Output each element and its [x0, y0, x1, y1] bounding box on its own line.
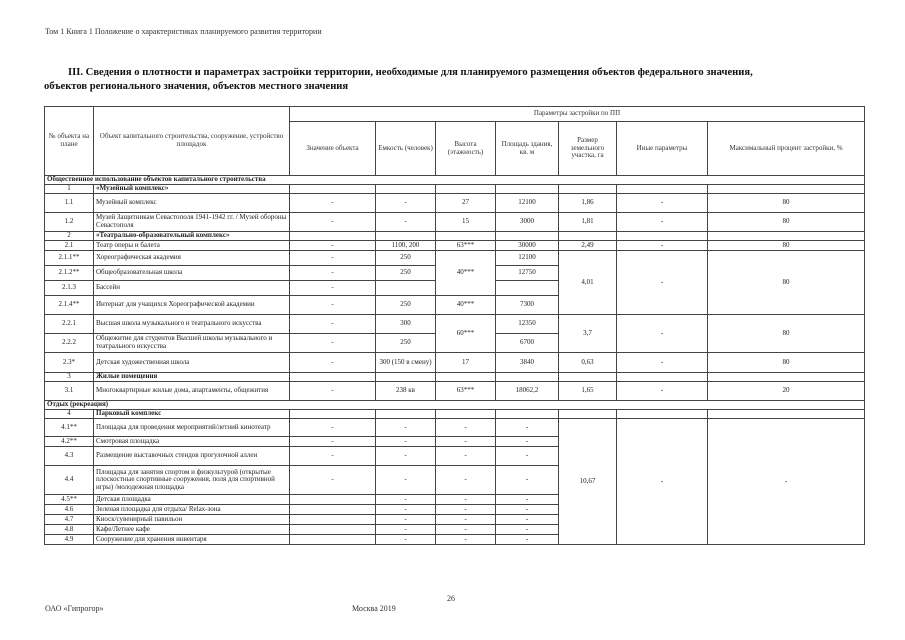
- cell-num: 2.1: [45, 241, 94, 251]
- cell-area: -: [496, 535, 559, 545]
- header-value: Значение объекта: [290, 122, 376, 176]
- section-title: [44, 66, 864, 94]
- cell-capacity: 300 (150 в смену): [376, 353, 436, 373]
- cell-other-merged: -: [617, 419, 708, 545]
- cell-capacity: -: [376, 194, 436, 213]
- cell-other: -: [617, 213, 708, 232]
- cell-other-merged: -: [617, 251, 708, 315]
- cell-capacity: -: [376, 213, 436, 232]
- cell-height: -: [436, 535, 496, 545]
- cell-area: -: [496, 515, 559, 525]
- cell-height: -: [436, 466, 496, 495]
- table-row: [45, 382, 865, 401]
- section-title-line-1: III. Сведения о плотности и параметрах застройки территории, необходимые для планируемого размещения объектов федерального значения,: [68, 67, 753, 78]
- cell-percent: 80: [708, 353, 865, 373]
- table-row: [45, 241, 865, 251]
- cell-plot-merged: 4,01: [559, 251, 617, 315]
- cell-name: Музей Защитникам Севастополя 1941-1942 гг. / Музей обороны Севастополя: [94, 213, 290, 232]
- cell-height-merged: 40***: [436, 251, 496, 296]
- cell-height: 63***: [436, 382, 496, 401]
- cell-name: Бассейн: [94, 281, 290, 296]
- cell-area: -: [496, 525, 559, 535]
- cell-percent-merged: 80: [708, 251, 865, 315]
- cell-num: 4.6: [45, 505, 94, 515]
- cell-area: 12100: [496, 251, 559, 266]
- cell-num: 1.1: [45, 194, 94, 213]
- cell-num: 4.1**: [45, 419, 94, 437]
- cell-name: Музейный комплекс: [94, 194, 290, 213]
- table-row: [45, 194, 865, 213]
- cell-percent: 20: [708, 382, 865, 401]
- cell-capacity: -: [376, 437, 436, 447]
- cell-height: -: [436, 437, 496, 447]
- cell-height: 27: [436, 194, 496, 213]
- cell-other: -: [617, 382, 708, 401]
- header-area: Площадь здания, кв. м: [496, 122, 559, 176]
- cell-value: -: [290, 437, 376, 447]
- cell-name: Парковый комплекс: [94, 410, 290, 419]
- cell-plot: 1,65: [559, 382, 617, 401]
- cell-percent-merged: -: [708, 419, 865, 545]
- cell-name: Сооружение для хранения инвентаря: [94, 535, 290, 545]
- table-row: [45, 353, 865, 373]
- cell-area: -: [496, 466, 559, 495]
- cell-value: -: [290, 194, 376, 213]
- cell-name: Киоск/сувенирный павильон: [94, 515, 290, 525]
- cell-capacity: 238 кв: [376, 382, 436, 401]
- cell-height: 17: [436, 353, 496, 373]
- cell-capacity: -: [376, 505, 436, 515]
- cell-other-merged: -: [617, 315, 708, 353]
- cell-num: 1: [45, 185, 94, 194]
- cell-num: 2.1.3: [45, 281, 94, 296]
- page-number: 26: [447, 594, 455, 603]
- cell-num: 2.1.1**: [45, 251, 94, 266]
- cell-name: Хореографическая академия: [94, 251, 290, 266]
- cell-percent: 80: [708, 213, 865, 232]
- cell-name: Общежитие для студентов Высшей школы музыкального и театрального искусства: [94, 334, 290, 353]
- header-params-group: Параметры застройки по ПП: [290, 107, 865, 122]
- cell-area: 18062,2: [496, 382, 559, 401]
- cell-name: Детская художественная школа: [94, 353, 290, 373]
- cell-area: -: [496, 495, 559, 505]
- cell-name: Общеобразовательная школа: [94, 266, 290, 281]
- cell-capacity: 250: [376, 334, 436, 353]
- cell-num: 2.2.1: [45, 315, 94, 334]
- running-head: Том 1 Книга 1 Положение о характеристиках планируемого развития территории: [45, 27, 322, 36]
- cell-num: 4.2**: [45, 437, 94, 447]
- cell-name: «Музейный комплекс»: [94, 185, 290, 194]
- cell-other: -: [617, 194, 708, 213]
- cell-value: -: [290, 447, 376, 466]
- cell-num: 2.2.2: [45, 334, 94, 353]
- cell-name: Высшая школа музыкального и театрального искусства: [94, 315, 290, 334]
- cell-name: Жилые помещения: [94, 373, 290, 382]
- cell-capacity: 250: [376, 251, 436, 266]
- cell-num: 3.1: [45, 382, 94, 401]
- cell-name: Площадка для проведения мероприятий/летний кинотеатр: [94, 419, 290, 437]
- cell-area: -: [496, 419, 559, 437]
- cell-capacity: -: [376, 419, 436, 437]
- cell-plot-merged: 3,7: [559, 315, 617, 353]
- cell-value: -: [290, 251, 376, 266]
- cell-num: 2.1.4**: [45, 296, 94, 315]
- footer-city-year: Москва 2019: [352, 604, 396, 613]
- cell-area: -: [496, 447, 559, 466]
- cell-area: 12100: [496, 194, 559, 213]
- cell-area: 6700: [496, 334, 559, 353]
- cell-capacity: -: [376, 447, 436, 466]
- cell-height: -: [436, 419, 496, 437]
- cell-value: -: [290, 315, 376, 334]
- cell-value: -: [290, 241, 376, 251]
- cell-name: «Театрально-образовательный комплекс»: [94, 232, 290, 241]
- cell-capacity: 300: [376, 315, 436, 334]
- cell-num: 2.1.2**: [45, 266, 94, 281]
- cell-num: 4.7: [45, 515, 94, 525]
- cell-name: Зеленая площадка для отдыха/ Relax-зона: [94, 505, 290, 515]
- table-row: [45, 373, 865, 382]
- cell-name: Кафе/Летнее кафе: [94, 525, 290, 535]
- cell-name: Детская площадка: [94, 495, 290, 505]
- header-other: Иные параметры: [617, 122, 708, 176]
- table-row: [45, 419, 865, 437]
- cell-name: Смотровая площадка: [94, 437, 290, 447]
- parameters-table: [44, 106, 865, 545]
- cell-area: 7300: [496, 296, 559, 315]
- cell-num: 4.5**: [45, 495, 94, 505]
- cell-name: Многоквартирные жилые дома, апартаменты, общежития: [94, 382, 290, 401]
- cell-area: 30000: [496, 241, 559, 251]
- cell-area: 12350: [496, 315, 559, 334]
- cell-name: Театр оперы и балета: [94, 241, 290, 251]
- cell-name: Площадка для занятия спортом и физкультурой (открытые плоскостные спортивные сооружения, поля для спортивной игры) /молодежная площадка: [94, 466, 290, 495]
- cell-value: -: [290, 266, 376, 281]
- cell-height: -: [436, 515, 496, 525]
- cell-other: -: [617, 353, 708, 373]
- cell-value: -: [290, 382, 376, 401]
- cell-value: -: [290, 213, 376, 232]
- cell-height: -: [436, 447, 496, 466]
- cell-area: 12750: [496, 266, 559, 281]
- cell-value: -: [290, 334, 376, 353]
- cell-capacity: 1100, 200: [376, 241, 436, 251]
- table-row: [45, 410, 865, 419]
- cell-height: 63***: [436, 241, 496, 251]
- cell-num: 4.9: [45, 535, 94, 545]
- cell-num: 4: [45, 410, 94, 419]
- cell-num: 4.8: [45, 525, 94, 535]
- table-row: [45, 251, 865, 266]
- cell-capacity: 250: [376, 266, 436, 281]
- cell-plot: 0,63: [559, 353, 617, 373]
- header-plot: Размер земельного участка, га: [559, 122, 617, 176]
- header-percent: Максимальный процент застройки, %: [708, 122, 865, 176]
- table-row: [45, 185, 865, 194]
- cell-num: 1.2: [45, 213, 94, 232]
- cell-area: -: [496, 505, 559, 515]
- cell-value: -: [290, 281, 376, 296]
- cell-height: -: [436, 525, 496, 535]
- cell-name: Интернат для учащихся Хореографической академии: [94, 296, 290, 315]
- cell-capacity: 250: [376, 296, 436, 315]
- cell-num: 3: [45, 373, 94, 382]
- cell-area: 3840: [496, 353, 559, 373]
- table-row: [45, 315, 865, 334]
- cell-height: -: [436, 505, 496, 515]
- cell-value: -: [290, 353, 376, 373]
- section-row-rest: Отдых (рекреация): [45, 401, 865, 410]
- cell-value: -: [290, 466, 376, 495]
- cell-percent: 80: [708, 241, 865, 251]
- table-row: [45, 232, 865, 241]
- section-row-capital: Общественное использование объектов капитального строительства: [45, 176, 865, 185]
- cell-plot: 2,49: [559, 241, 617, 251]
- cell-num: 2: [45, 232, 94, 241]
- cell-num: 4.3: [45, 447, 94, 466]
- section-title-line-2: объектов регионального значения, объектов местного значения: [44, 81, 349, 92]
- cell-percent: 80: [708, 194, 865, 213]
- cell-name: Размещение выставочных стендов прогулочной аллеи: [94, 447, 290, 466]
- cell-area: 3000: [496, 213, 559, 232]
- footer-organization: ОАО «Гипрогор»: [45, 604, 104, 613]
- cell-plot-merged: 10,67: [559, 419, 617, 545]
- cell-value: -: [290, 296, 376, 315]
- cell-height: -: [436, 495, 496, 505]
- cell-plot: 1,81: [559, 213, 617, 232]
- cell-capacity: -: [376, 525, 436, 535]
- cell-num: 4.4: [45, 466, 94, 495]
- cell-num: 2.3*: [45, 353, 94, 373]
- header-object: Объект капитального строительства, сооружение, устройство площадок: [94, 107, 290, 176]
- header-num: № объекта на плане: [45, 107, 94, 176]
- header-capacity: Емкость (человек): [376, 122, 436, 176]
- cell-percent-merged: 80: [708, 315, 865, 353]
- cell-plot: 1,86: [559, 194, 617, 213]
- cell-capacity: -: [376, 495, 436, 505]
- cell-value: -: [290, 419, 376, 437]
- cell-capacity: -: [376, 466, 436, 495]
- cell-height-merged: 60***: [436, 315, 496, 353]
- table-row: [45, 213, 865, 232]
- cell-height: 40***: [436, 296, 496, 315]
- header-height: Высота (этажность): [436, 122, 496, 176]
- cell-area: -: [496, 437, 559, 447]
- cell-capacity: -: [376, 515, 436, 525]
- cell-other: -: [617, 241, 708, 251]
- cell-capacity: -: [376, 535, 436, 545]
- cell-height: 15: [436, 213, 496, 232]
